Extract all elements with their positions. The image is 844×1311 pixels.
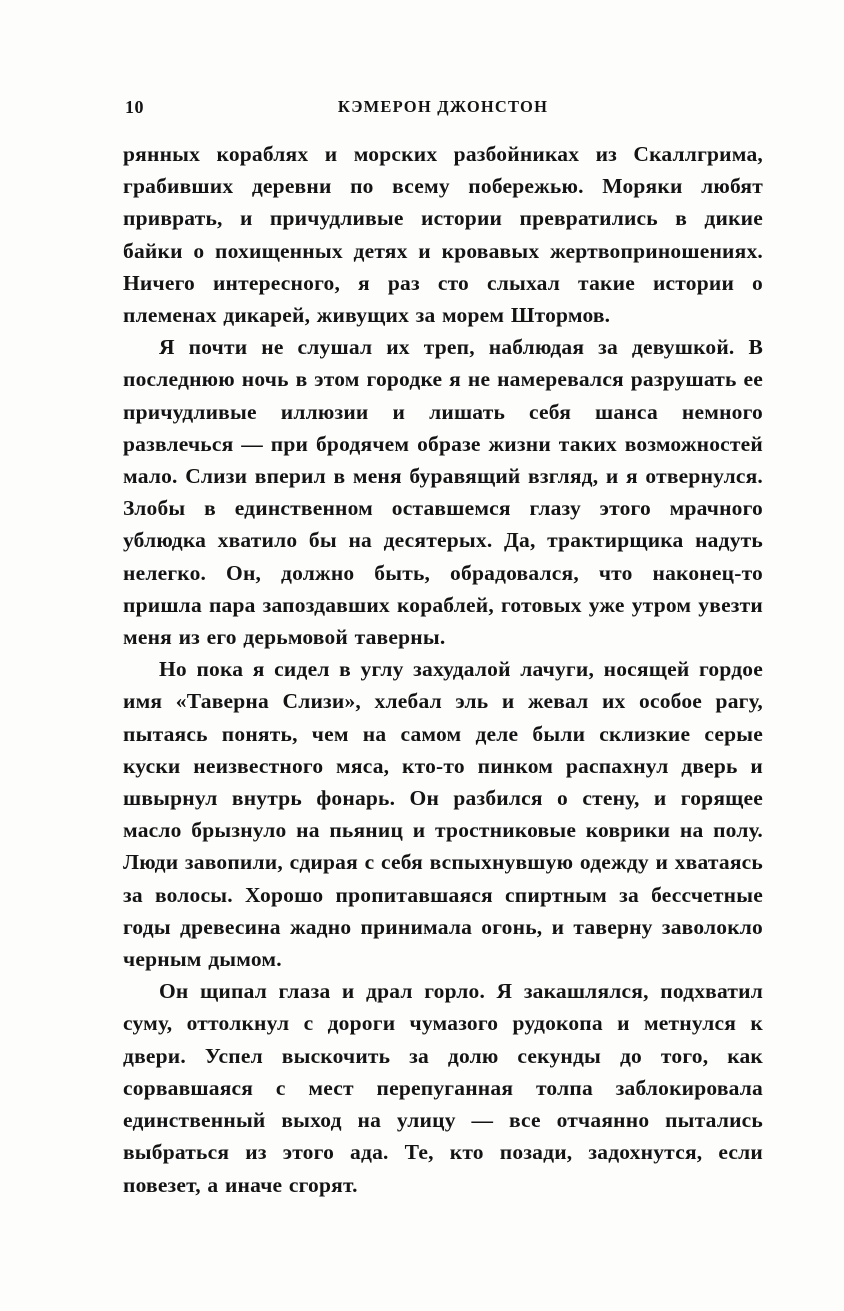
paragraph-2: Я почти не слушал их треп, наблюдая за девушкой. В последнюю ночь в этом городке я не намеревался разрушать ее причудливые иллюзии и лишать себя шанса немного развлечься — при бродячем образе жизни таких возможностей мало. Слизи вперил в меня буравящий взгляд, и я отвернулся. Злобы в единственном оставшемся глазу этого мрачного ублюдка хватило бы на десятерых. Да, трактирщика надуть нелегко. Он, должно быть, обрадовался, что наконец-то пришла пара запоздавших кораблей, готовых уже утром увезти меня из его дерьмовой таверны. xyxy=(123,335,763,650)
running-head xyxy=(123,97,763,121)
body-text xyxy=(123,138,763,1201)
running-header-title: КЭМЕРОН ДЖОНСТОН xyxy=(337,97,549,116)
paragraph-3: Но пока я сидел в углу захудалой лачуги, носящей гордое имя «Таверна Слизи», хлебал эль и жевал их особое рагу, пытаясь понять, чем на самом деле были склизкие серые куски неизвестного мяса, кто-то пинком распахнул дверь и швырнул внутрь фонарь. Он разбился о стену, и горящее масло брызнуло на пьяниц и тростниковые коврики на полу. Люди завопили, сдирая с себя вспыхнувшую одежду и хватаясь за волосы. Хорошо пропитавшаяся спиртным за бессчетные годы древесина жадно принимала огонь, и таверну заволокло черным дымом. xyxy=(123,657,763,972)
page-number: 10 xyxy=(125,97,144,117)
paragraph-1: рянных кораблях и морских разбойниках из Скаллгрима, грабивших деревни по всему побережью. Моряки любят приврать, и причудливые истории превратились в дикие байки о похищенных детях и кровавых жертвоприношениях. Ничего интересного, я раз сто слыхал такие истории о племенах дикарей, живущих за морем Штормов. xyxy=(123,142,763,328)
paragraph-4: Он щипал глаза и драл горло. Я закашлялся, подхватил суму, оттолкнул с дороги чумазого рудокопа и метнулся к двери. Успел выскочить за долю секунды до того, как сорвавшаяся с мест перепуганная толпа заблокировала единственный выход на улицу — все отчаянно пытались выбраться из этого ада. Те, кто позади, задохнутся, если повезет, а иначе сгорят. xyxy=(123,979,763,1197)
